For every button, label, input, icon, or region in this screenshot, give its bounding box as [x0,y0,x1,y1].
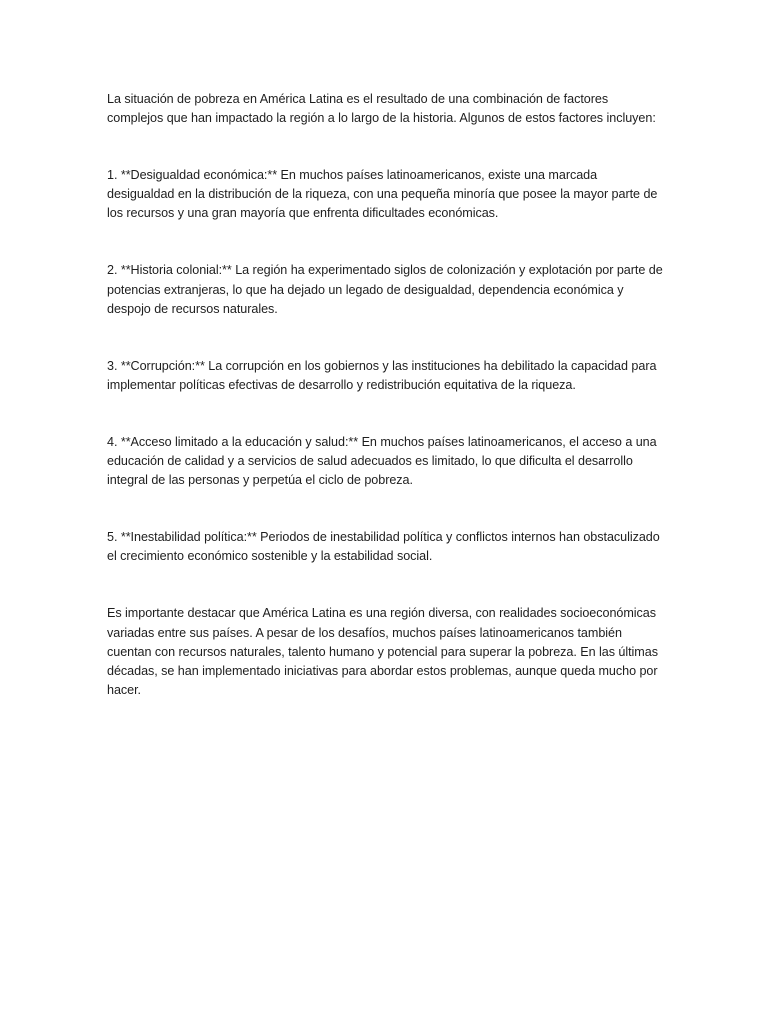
list-item-historia-colonial: 2. **Historia colonial:** La región ha experimentado siglos de colonización y explotación por parte de potencias extranjeras, lo que ha dejado un legado de desigualdad, dependencia económica y despojo de recursos naturales. [107,263,663,316]
list-item-corrupcion: 3. **Corrupción:** La corrupción en los gobiernos y las instituciones ha debilitado la capacidad para implementar políticas efectivas de desarrollo y redistribución equitativa de la riqueza. [107,358,657,392]
list-item-inestabilidad-politica: 5. **Inestabilidad política:** Periodos de inestabilidad política y conflictos internos han obstaculizado el crecimiento económico sostenible y la estabilidad social. [107,530,660,564]
list-item-educacion-salud: 4. **Acceso limitado a la educación y salud:** En muchos países latinoamericanos, el acceso a una educación de calidad y a servicios de salud adecuados es limitado, lo que dificulta el desarrollo integral de las personas y perpetúa el ciclo de pobreza. [107,434,657,488]
intro-paragraph: La situación de pobreza en América Latina es el resultado de una combinación de factores complejos que han impactado la región a lo largo de la historia. Algunos de estos factores incluyen: [107,92,656,126]
conclusion-paragraph: Es importante destacar que América Latina es una región diversa, con realidades socioeconómicas variadas entre sus países. A pesar de los desafíos, muchos países latinoamericanos también cuentan con recursos naturales, talento humano y potencial para superar la pobreza. En las últimas décadas, se han implementado iniciativas para abordar estos problemas, aunque queda mucho por hacer. [107,606,658,697]
list-item-desigualdad: 1. **Desigualdad económica:** En muchos países latinoamericanos, existe una marcada desigualdad en la distribución de la riqueza, con una pequeña minoría que posee la mayor parte de los recursos y una gran mayoría que enfrenta dificultades económicas. [107,168,658,221]
